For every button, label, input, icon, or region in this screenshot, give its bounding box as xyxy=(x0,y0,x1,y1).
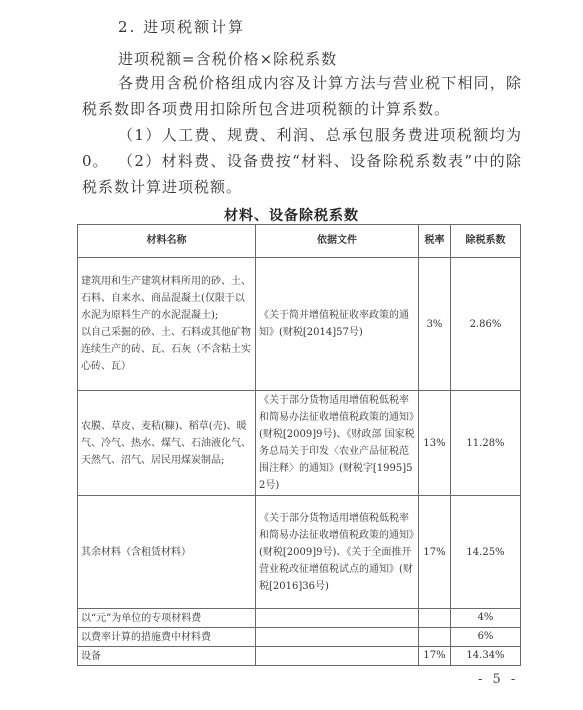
cell-tax-rate: 3% xyxy=(419,258,451,391)
material-name-line: 以自己采掘的砂、土、石料或其他矿物连续生产的砖、瓦、石灰（不含粘土实心砖、瓦） xyxy=(81,327,251,372)
paragraph-coefficient-definition: 各费用含税价格组成内容及计算方法与营业税下相同，除税系数即各项费用扣除所包含进项税额的计算系数。 xyxy=(82,74,522,118)
cell-material-name xyxy=(78,258,256,391)
table-row xyxy=(78,647,521,666)
cell-material-name xyxy=(78,391,256,496)
cell-basis-document: 《关于部分货物适用增值税低税率和简易办法征收增值税政策的通知》(财税[2009]9号)、《财政部 国家税务总局关于印发〈农业产品征税范围注释〉的通知》(财税字[1995]52号) xyxy=(256,391,419,496)
table-row xyxy=(78,391,521,496)
cell-deduction-coefficient: 4% xyxy=(451,609,521,628)
cell-deduction-coefficient: 2.86% xyxy=(451,258,521,391)
table-row xyxy=(78,628,521,647)
cell-tax-rate: 17% xyxy=(419,496,451,609)
tax-coefficient-table xyxy=(77,224,521,666)
table-row xyxy=(78,609,521,628)
formula-line: 进项税额=含税价格×除税系数 xyxy=(118,50,338,68)
paragraph-item-2: （2）材料费、设备费按“材料、设备除税系数表”中的除税系数计算进项税额。 xyxy=(82,152,522,196)
material-name-line: 其余材料（含租赁材料） xyxy=(81,546,191,558)
header-basis-document: 依据文件 xyxy=(256,225,419,258)
material-name-line: 以费率计算的措施费中材料费 xyxy=(81,631,211,643)
cell-material-name xyxy=(78,496,256,609)
section-heading: 2. 进项税额计算 xyxy=(118,18,246,36)
cell-deduction-coefficient: 14.25% xyxy=(451,496,521,609)
cell-basis-document xyxy=(256,647,419,666)
cell-material-name xyxy=(78,609,256,628)
cell-material-name xyxy=(78,647,256,666)
cell-deduction-coefficient: 14.34% xyxy=(451,647,521,666)
material-name-line: 设备 xyxy=(81,650,101,662)
cell-deduction-coefficient: 11.28% xyxy=(451,391,521,496)
cell-tax-rate xyxy=(419,609,451,628)
paragraph-item-1: （1）人工费、规费、利润、总承包服务费进项税额均为0。 xyxy=(82,126,522,170)
table-title: 材料、设备除税系数 xyxy=(224,208,359,224)
header-deduction-coefficient: 除税系数 xyxy=(451,225,521,258)
cell-tax-rate: 17% xyxy=(419,647,451,666)
cell-basis-document: 《关于部分货物适用增值税低税率和简易办法征收增值税政策的通知》(财税[2009]9号)、《关于全面推开营业税改征增值税试点的通知》(财税[2016]36号) xyxy=(256,496,419,609)
cell-basis-document xyxy=(256,609,419,628)
cell-material-name xyxy=(78,628,256,647)
header-tax-rate: 税率 xyxy=(419,225,451,258)
table-header-row xyxy=(78,225,521,258)
cell-deduction-coefficient: 6% xyxy=(451,628,521,647)
table-row xyxy=(78,496,521,609)
material-name-line: 以“元”为单位的专项材料费 xyxy=(81,612,202,624)
page-number: - 5 - xyxy=(478,672,519,687)
cell-basis-document xyxy=(256,628,419,647)
cell-tax-rate: 13% xyxy=(419,391,451,496)
material-name-line: 建筑用和生产建筑材料所用的砂、土、石料、自来水、商品混凝土(仅限于以水泥为原料生产的水泥混凝土); xyxy=(81,276,251,321)
table-row xyxy=(78,258,521,391)
cell-tax-rate xyxy=(419,628,451,647)
cell-basis-document: 《关于简并增值税征收率政策的通知》(财税[2014]57号) xyxy=(256,258,419,391)
material-name-line: 农膜、草皮、麦秸(糠)、稻草(壳)、暖气、冷气、热水、煤气、石油液化气、天然气、沼气、居民用煤炭制品; xyxy=(81,420,251,466)
header-material-name: 材料名称 xyxy=(78,225,256,258)
